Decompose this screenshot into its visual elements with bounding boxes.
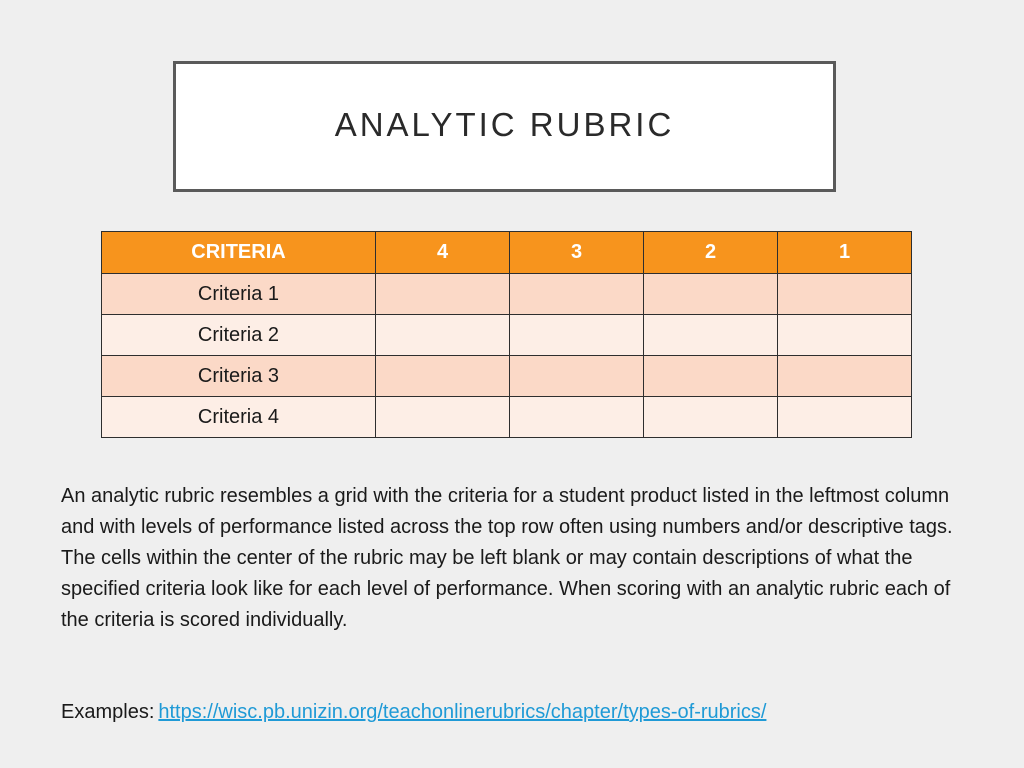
criteria-label: Criteria 1 [102, 274, 376, 315]
header-level-2: 2 [644, 232, 778, 274]
table-row [102, 397, 912, 438]
header-criteria: CRITERIA [102, 232, 376, 274]
table-cell [644, 274, 778, 315]
examples-label: Examples: [61, 701, 155, 723]
table-cell [510, 356, 644, 397]
table-row [102, 315, 912, 356]
title-box [173, 61, 836, 192]
criteria-label: Criteria 2 [102, 315, 376, 356]
table-cell [376, 274, 510, 315]
examples-line [61, 697, 961, 728]
table-header-row [102, 232, 912, 274]
table-cell [376, 315, 510, 356]
table-cell [778, 397, 912, 438]
table-cell [510, 397, 644, 438]
table-cell [778, 356, 912, 397]
slide-title: ANALYTIC RUBRIC [334, 105, 675, 143]
table-row [102, 274, 912, 315]
table-cell [376, 356, 510, 397]
criteria-label: Criteria 4 [102, 397, 376, 438]
header-level-1: 1 [778, 232, 912, 274]
table-cell [644, 315, 778, 356]
table-cell [510, 274, 644, 315]
table-cell [778, 315, 912, 356]
description-paragraph: An analytic rubric resembles a grid with the criteria for a student product listed in the leftmost column and with levels of performance listed across the top row often using numbers and/or descriptive tags. The cells within the center of the rubric may be left blank or may contain descriptions of what the specified criteria look like for each level of performance. When scoring with an analytic rubric each of the criteria is scored individually. [61, 485, 953, 631]
table-cell [510, 315, 644, 356]
header-level-3: 3 [510, 232, 644, 274]
table-cell [644, 397, 778, 438]
table-row [102, 356, 912, 397]
table-cell [644, 356, 778, 397]
table-cell [376, 397, 510, 438]
table-cell [778, 274, 912, 315]
rubric-table [101, 231, 912, 438]
criteria-label: Criteria 3 [102, 356, 376, 397]
examples-link[interactable]: https://wisc.pb.unizin.org/teachonlinerubrics/chapter/types-of-rubrics/ [158, 701, 767, 723]
header-level-4: 4 [376, 232, 510, 274]
